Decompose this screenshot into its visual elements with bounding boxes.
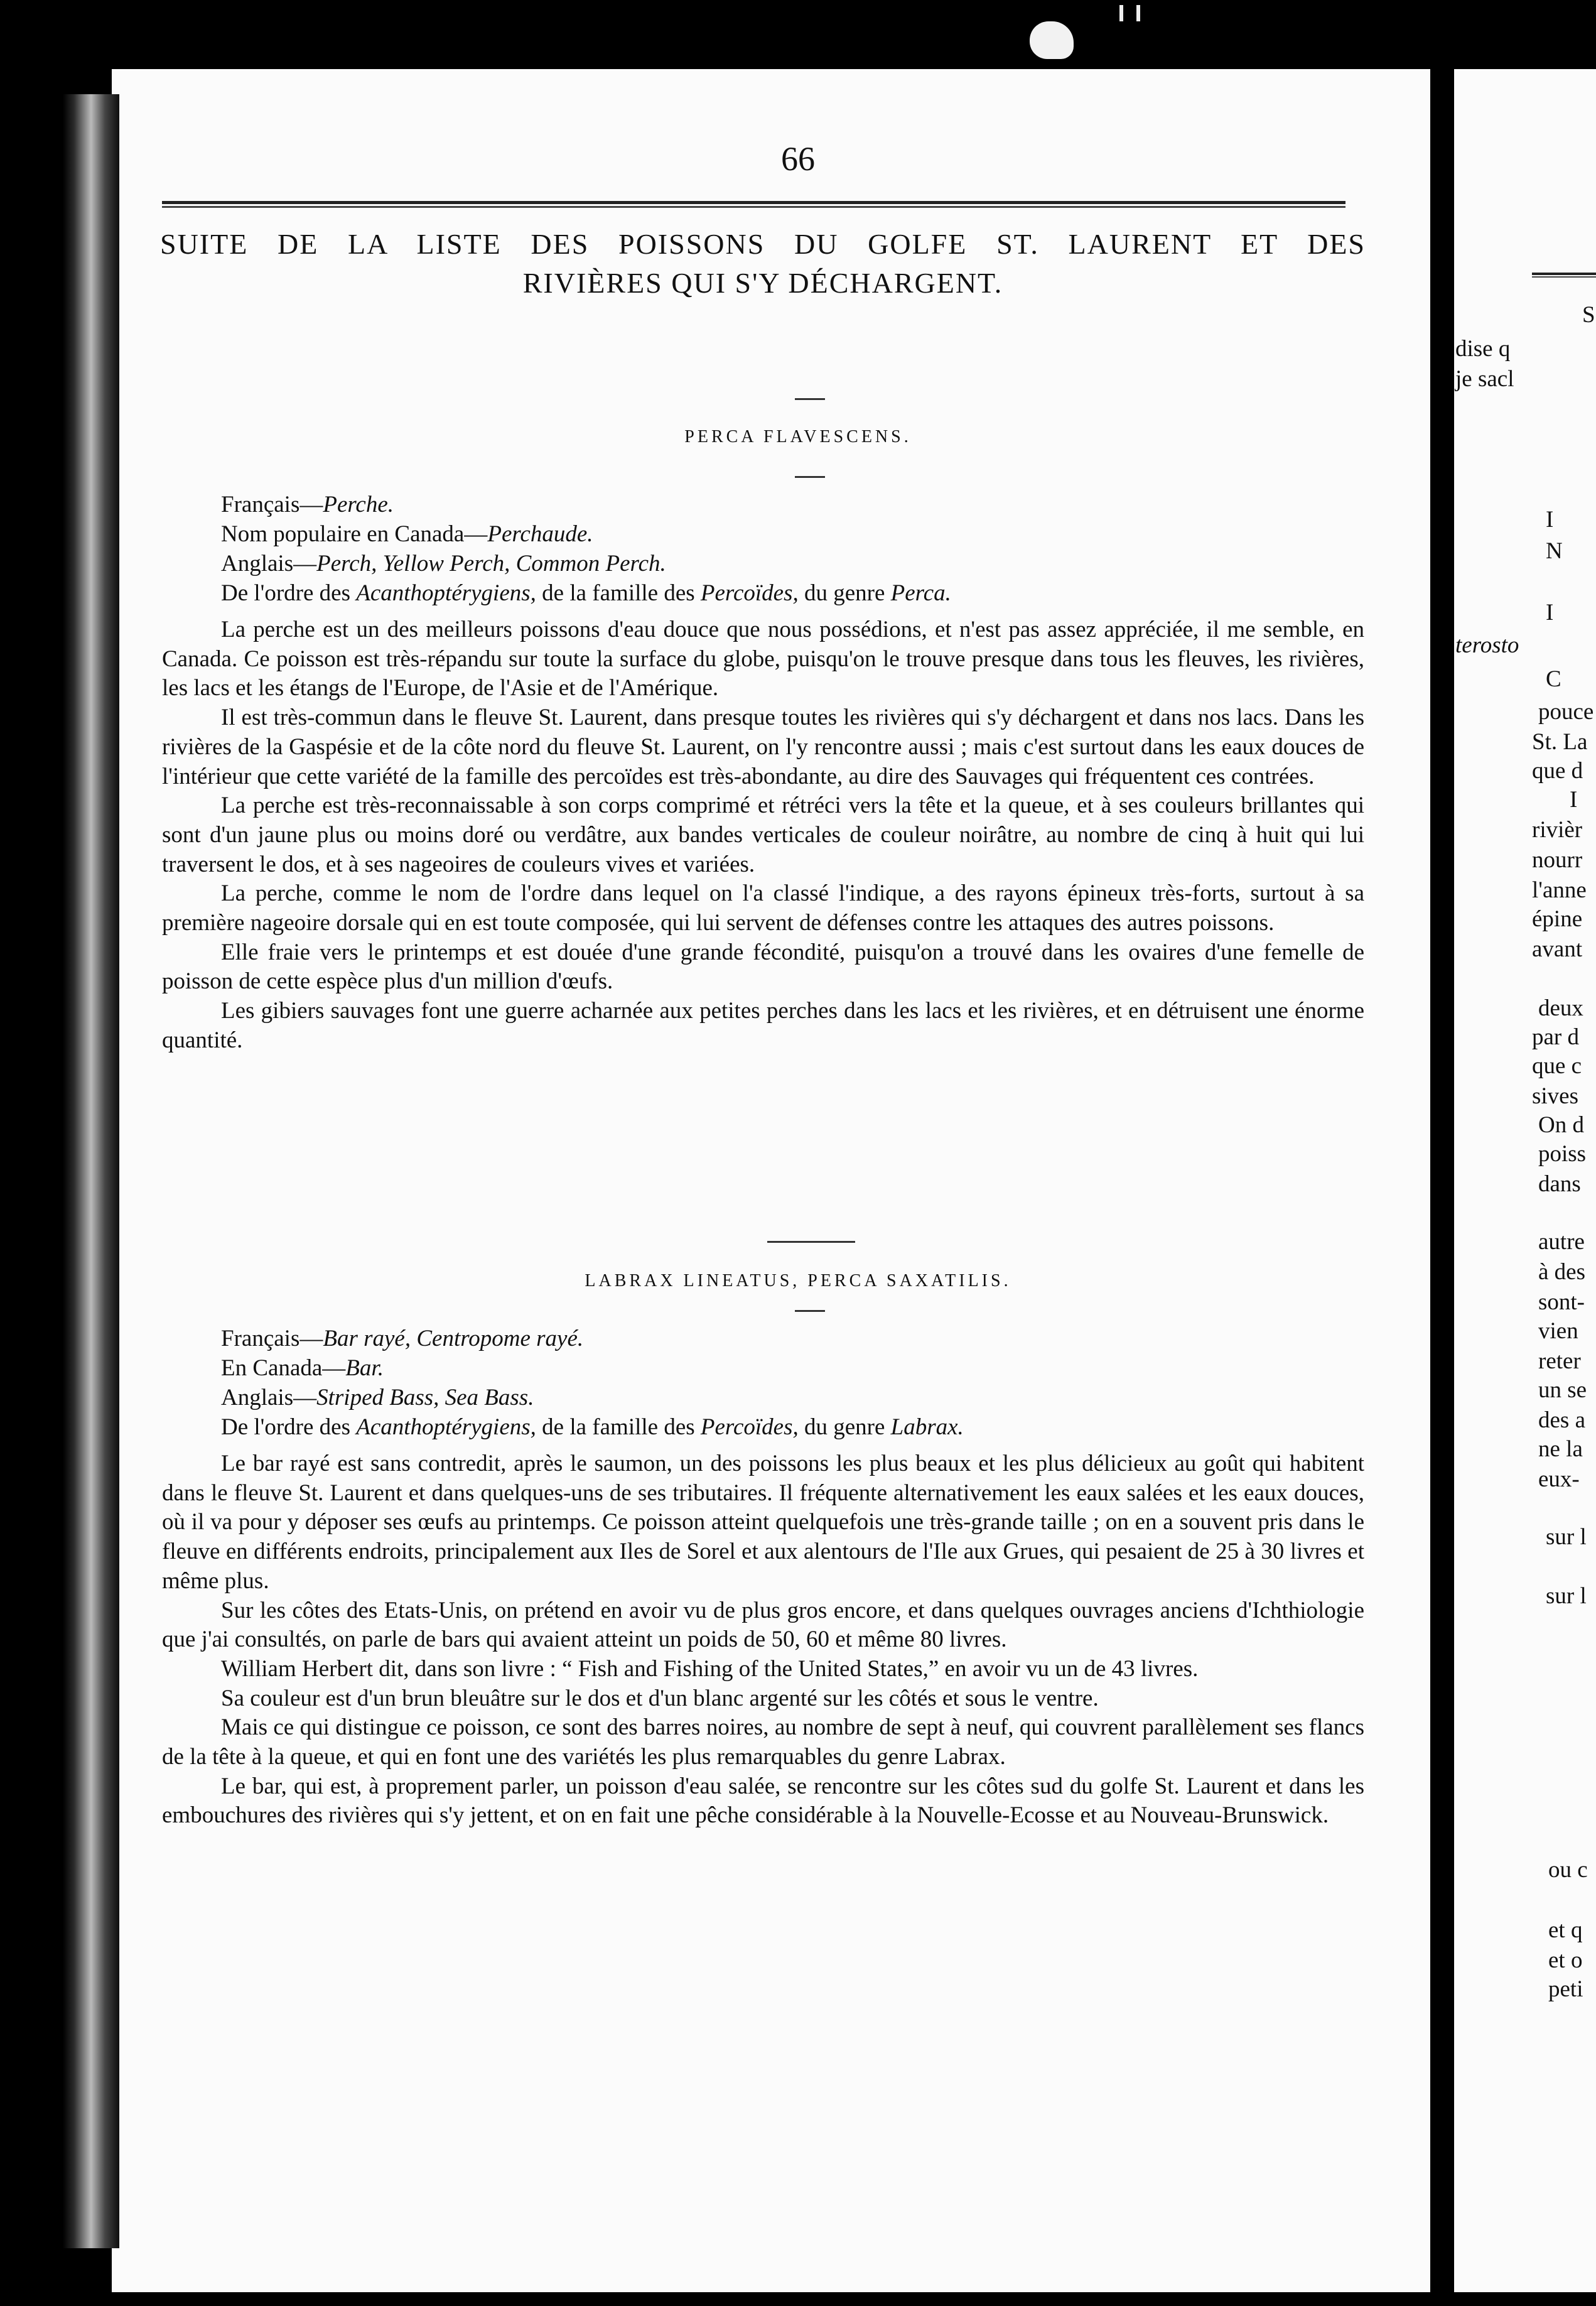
- right-page-fragment: I: [1546, 507, 1554, 533]
- section-body: [162, 615, 1364, 1056]
- paragraph: Il est très-commun dans le fleuve St. Laurent, dans presque toutes les rivières qui s'y déchargent et dans nos lacs. Dans les rivières de la Gaspésie et de la côte nord du fleuve St. Laurent, on l'y rencontre aussi ; mais c'est surtout dans les eaux douces de l'intérieur que cette variété de la famille des percoïdes est très-abondante, au dire des Sauvages qui fréquentent ces contrées.: [162, 705, 1364, 789]
- species-title: LABRAX LINEATUS, PERCA SAXATILIS.: [585, 1271, 1011, 1291]
- species-names: [221, 490, 1364, 608]
- right-page-fragment: avant: [1532, 936, 1583, 962]
- popular-name-row: Nom populaire en Canada—Perchaude.: [221, 521, 593, 547]
- right-page-fragment: poiss: [1538, 1141, 1587, 1167]
- top-ornament: [1030, 21, 1074, 59]
- section-divider: [767, 1241, 855, 1243]
- page-number: 66: [781, 140, 815, 178]
- list-heading: [160, 225, 1366, 303]
- right-page-fragment: et o: [1548, 1947, 1583, 1973]
- right-page-fragment: sont-: [1538, 1289, 1585, 1315]
- paragraph: Sur les côtes des Etats-Unis, on prétend en avoir vu de plus gros encore, et dans quelques ouvrages anciens d'Ichthiologie que j'ai consultés, on parle de bars qui avaient atteint un poids de 50, 60 et même 80 livres.: [162, 1597, 1364, 1653]
- right-page-fragment: sives: [1532, 1083, 1578, 1109]
- classification-row: De l'ordre des Acanthoptérygiens, de la famille des Percoïdes, du genre Labrax.: [221, 1414, 964, 1440]
- english-name-row: Anglais—Striped Bass, Sea Bass.: [221, 1385, 534, 1410]
- section-body: [162, 1449, 1364, 1831]
- right-page-fragment: St. La: [1532, 729, 1588, 755]
- right-page-fragment: peti: [1548, 1976, 1583, 2002]
- heading-line-1: SUITE DE LA LISTE DES POISSONS DU GOLFE ST. LAURENT ET DES: [160, 228, 1366, 260]
- right-page-fragment: I: [1570, 787, 1578, 813]
- right-page-fragment: par d: [1532, 1024, 1579, 1050]
- french-name-row: Français—Bar rayé, Centropome rayé.: [221, 1326, 584, 1351]
- right-page-fragment: ou c: [1548, 1857, 1588, 1883]
- canada-name-row: En Canada—Bar.: [221, 1355, 384, 1381]
- right-page-fragment: rivièr: [1532, 817, 1583, 843]
- right-page-fragment: reter: [1538, 1348, 1581, 1374]
- right-page-fragment: C: [1546, 666, 1561, 692]
- heading-rule: [795, 398, 825, 400]
- paragraph: Elle fraie vers le printemps et est douée d'une grande fécondité, puisqu'on a trouvé dans les ovaires d'une femelle de poisson de cette espèce plus d'un million d'œufs.: [162, 939, 1364, 995]
- right-page-fragment: à des: [1538, 1259, 1585, 1285]
- right-page-fragment: S: [1582, 302, 1595, 328]
- margin-tick: [1136, 5, 1140, 21]
- right-page-fragment: deux: [1538, 995, 1583, 1021]
- right-page-rule: [1532, 273, 1596, 278]
- left-page: [112, 69, 1430, 2292]
- right-page-fragment: I: [1546, 600, 1554, 625]
- right-page-fragment: que c: [1532, 1053, 1582, 1079]
- right-page-fragment: épine: [1532, 906, 1583, 932]
- right-page-fragment: nourr: [1532, 847, 1583, 873]
- right-page-fragment: pouce: [1538, 699, 1594, 725]
- paragraph: La perche est un des meilleurs poissons d'eau douce que nous possédions, et n'est pas assez appréciée, il me semble, en Canada. Ce poisson est très-répandu sur toute la surface du globe, puisqu'on le trouve presque dans tous les fleuves, les rivières, les lacs et les étangs de l'Europe, de l'Asie et de l'Amérique.: [162, 617, 1364, 701]
- french-name-row: Français—Perche.: [221, 492, 394, 517]
- right-page-fragment: sur l: [1546, 1583, 1587, 1609]
- right-page-fragment: des a: [1538, 1407, 1585, 1433]
- right-page-fragment: autre: [1538, 1229, 1585, 1255]
- paragraph: William Herbert dit, dans son livre : “ Fish and Fishing of the United States,” en avoir vu un de 43 livres.: [221, 1655, 1199, 1682]
- right-page-fragment: N: [1546, 538, 1563, 564]
- paragraph: La perche, comme le nom de l'ordre dans lequel on l'a classé l'indique, a des rayons épineux très-forts, surtout à sa première nageoire dorsale qui en est toute composée, qui lui servent de défenses contre les attaques des autres poissons.: [162, 880, 1364, 936]
- right-page-fragment: un se: [1538, 1377, 1587, 1403]
- species-rule: [795, 476, 825, 478]
- classification-row: De l'ordre des Acanthoptérygiens, de la famille des Percoïdes, du genre Perca.: [221, 580, 951, 606]
- english-name-row: Anglais—Perch, Yellow Perch, Common Perch.: [221, 551, 666, 576]
- right-page-fragment: eux-: [1538, 1466, 1580, 1492]
- right-page-fragment: l'anne: [1532, 877, 1587, 903]
- right-page-fragment: vien: [1538, 1318, 1578, 1344]
- right-page-fragment: que d: [1532, 758, 1583, 784]
- paragraph: La perche est très-reconnaissable à son corps comprimé et rétréci vers la tête et la queue, et à ses couleurs brillantes qui sont d'un jaune plus ou moins doré ou verdâtre, aux bandes verticales de couleur noirâtre, au nombre de cinq à huit qui lui traversent le dos, et à ses nageoires de couleurs vives et variées.: [162, 793, 1364, 877]
- right-page-fragment: ne la: [1538, 1436, 1583, 1462]
- paragraph: Le bar, qui est, à proprement parler, un poisson d'eau salée, se rencontre sur les côtes sud du golfe St. Laurent et dans les embouchures des rivières qui s'y jettent, et on en fait une pêche considérable à la Nouvelle-Ecosse et au Nouveau-Brunswick.: [162, 1773, 1364, 1829]
- paragraph: Mais ce qui distingue ce poisson, ce sont des barres noires, au nombre de sept à neuf, qui couvrent parallèlement ses flancs de la tête à la queue, et qui en font une des variétés les plus remarquables du genre Labrax.: [162, 1714, 1364, 1770]
- right-page-fragment: terosto: [1455, 632, 1519, 658]
- right-page-fragment: et q: [1548, 1917, 1583, 1943]
- heading-line-2: RIVIÈRES QUI S'Y DÉCHARGENT.: [522, 267, 1003, 299]
- right-page-fragment: On d: [1538, 1112, 1584, 1138]
- species-title: PERCA FLAVESCENS.: [684, 427, 912, 447]
- species-rule: [795, 1310, 825, 1312]
- book-spine-shadow: [63, 94, 119, 2248]
- right-page-fragment: dise q: [1455, 336, 1511, 362]
- right-page-fragment: sur l: [1546, 1524, 1587, 1550]
- right-page-fragment: je sacl: [1455, 366, 1514, 392]
- header-double-rule: [162, 201, 1345, 208]
- right-page-fragment: dans: [1538, 1171, 1581, 1197]
- paragraph: Le bar rayé est sans contredit, après le saumon, un des poissons les plus beaux et les plus délicieux au goût qui habitent dans le fleuve St. Laurent et dans quelques-uns de ses tributaires. Il fréquente alternativement les eaux salées et les eaux douces, où il va pour y déposer ses œufs au printemps. Ce poisson atteint quelquefois une très-grande taille ; on en a souvent pris dans le fleuve en différents endroits, principalement aux Iles de Sorel et aux alentours de l'Ile aux Grues, qui pesaient de 25 à 30 livres et même plus.: [162, 1451, 1364, 1594]
- species-names: [221, 1324, 1364, 1442]
- paragraph: Les gibiers sauvages font une guerre acharnée aux petites perches dans les lacs et les rivières, et en détruisent une énorme quantité.: [162, 998, 1364, 1053]
- margin-tick: [1119, 5, 1123, 21]
- paragraph: Sa couleur est d'un brun bleuâtre sur le dos et d'un blanc argenté sur les côtés et sous le ventre.: [221, 1685, 1099, 1711]
